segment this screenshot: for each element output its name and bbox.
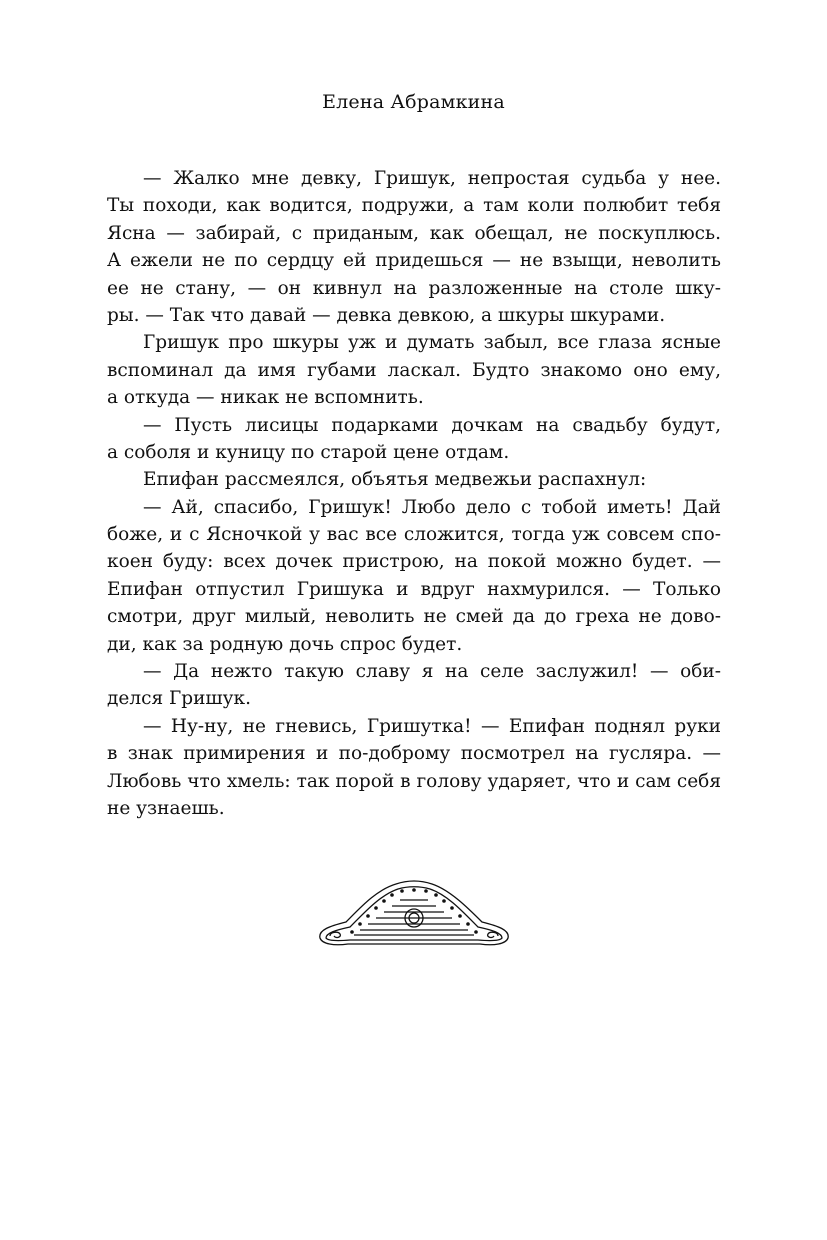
- text-line: Любовь что хмель: так порой в голову ударяет, что и сам себя: [107, 770, 721, 792]
- text-line: ди, как за родную дочь спрос будет.: [107, 633, 463, 655]
- text-line: делся Гришук.: [107, 688, 251, 710]
- text-line: — Пусть лисицы подарками дочкам на свадьбу будут,: [143, 414, 721, 436]
- text-line: — Ай, спасибо, Гришук! Любо дело с тобой иметь! Дай: [143, 496, 721, 518]
- text-line: Епифан отпустил Гришука и вдруг нахмурился. — Только: [107, 578, 721, 600]
- text-line: Епифан рассмеялся, объятья медвежьи распахнул:: [143, 469, 647, 491]
- text-line: — Да нежто такую славу я на селе заслужил! — оби-: [143, 661, 721, 683]
- text-line: Ясна — забирай, с приданым, как обещал, не поскуплюсь.: [107, 222, 721, 244]
- text-line: ее не стану, — он кивнул на разложенные на столе шку-: [107, 277, 721, 299]
- running-head: Елена Абрамкина: [322, 91, 505, 113]
- text-line: — Ну-ну, не гневись, Гришутка! — Епифан поднял руки: [143, 715, 721, 737]
- text-line: смотри, друг милый, неволить не смей да до греха не дово-: [107, 606, 721, 628]
- text-line: вспоминал да имя губами ласкал. Будто знакомо оно ему,: [107, 359, 721, 381]
- text-line: а соболя и куницу по старой цене отдам.: [107, 441, 510, 463]
- text-line: коен буду: всех дочек пристрою, на покой можно будет. —: [107, 551, 721, 573]
- gusli-ornament-icon: [316, 878, 512, 950]
- text-line: Гришук про шкуры уж и думать забыл, все глаза ясные: [143, 332, 721, 354]
- text-line: боже, и с Ясночкой у вас все сложится, тогда уж совсем спо-: [107, 524, 721, 546]
- text-line: не узнаешь.: [107, 797, 225, 819]
- text-line: — Жалко мне девку, Гришук, непростая судьба у нее.: [143, 168, 721, 189]
- text-line: Ты походи, как водится, подружи, а там коли полюбит тебя: [107, 195, 721, 217]
- text-line: в знак примирения и по-доброму посмотрел на гусляра. —: [107, 743, 721, 765]
- text-line: а откуда — никак не вспомнить.: [107, 387, 424, 409]
- body-text: [107, 165, 721, 822]
- text-line: ры. — Так что давай — девка девкою, а шкуры шкурами.: [107, 304, 666, 326]
- text-line: А ежели не по сердцу ей придешься — не взыщи, неволить: [107, 250, 721, 272]
